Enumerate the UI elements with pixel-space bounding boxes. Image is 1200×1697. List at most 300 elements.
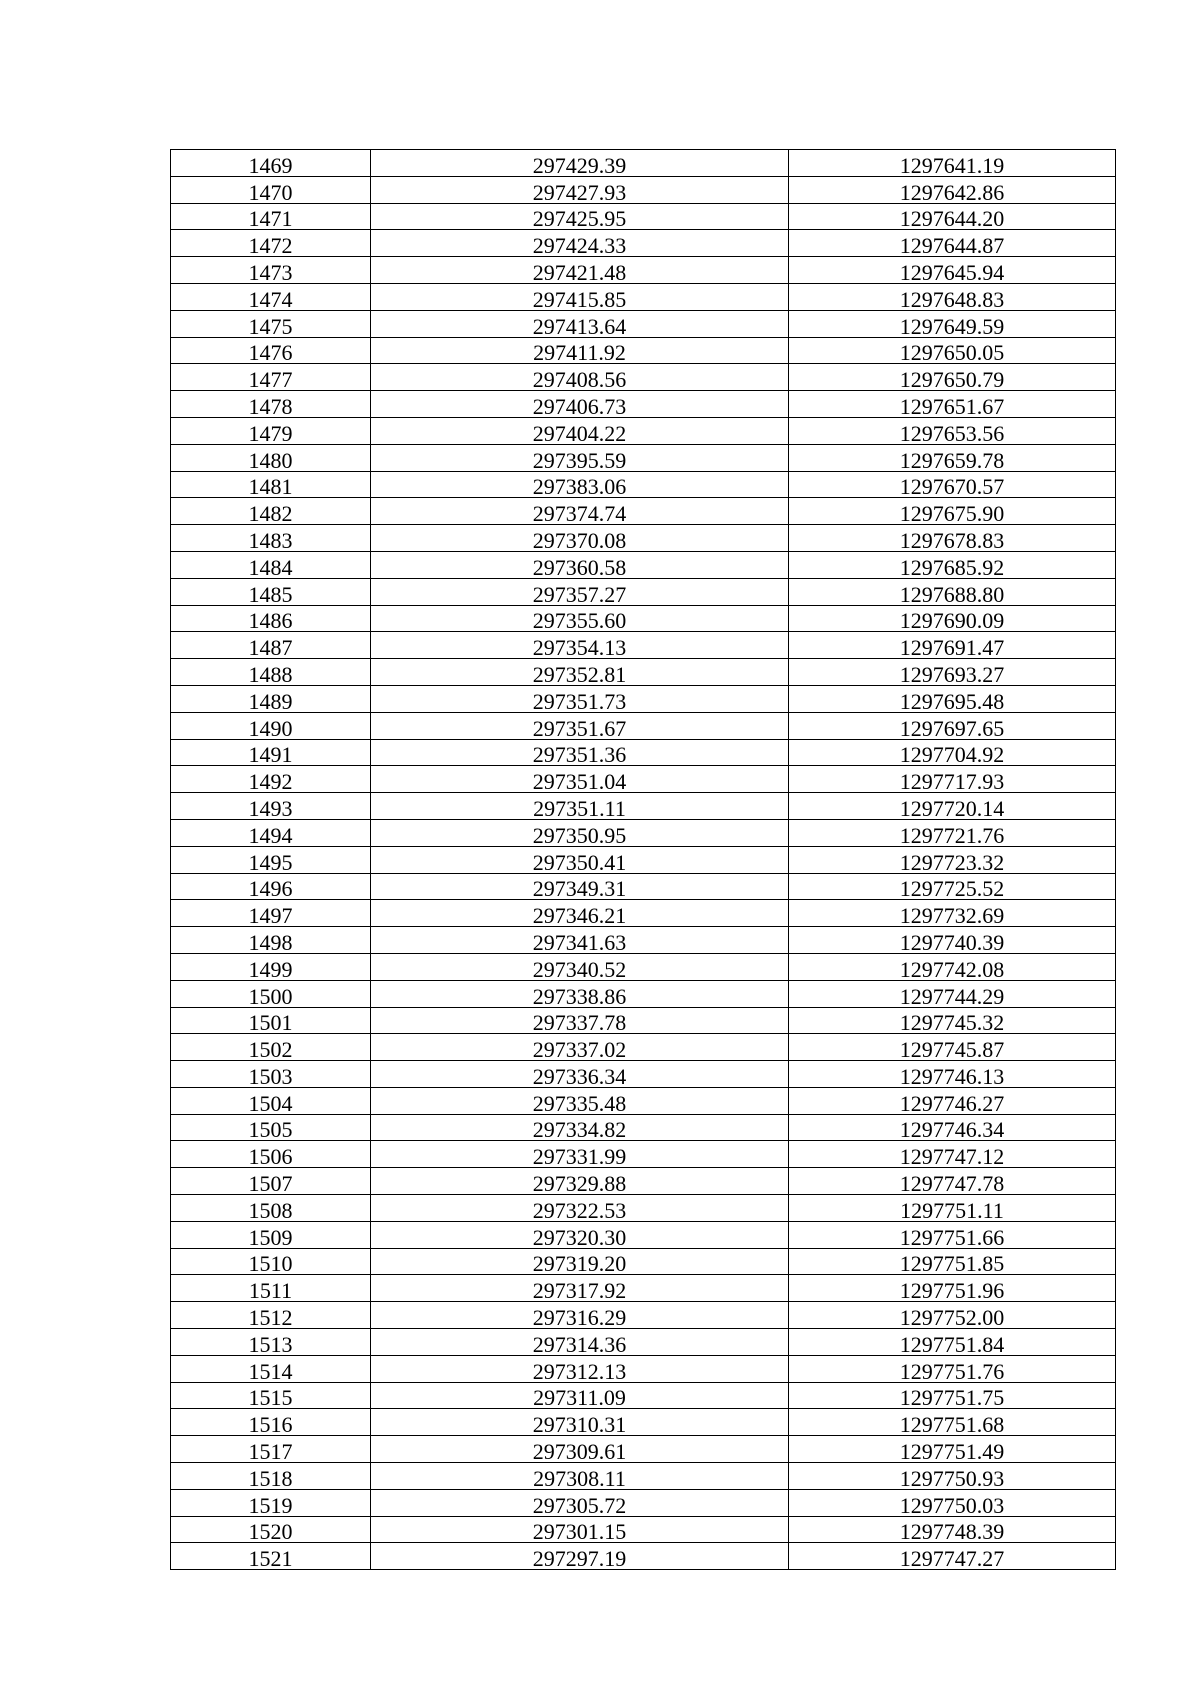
cell-text: 1478 (248, 393, 293, 418)
cell-text: 1512 (248, 1305, 293, 1329)
cell-text: 297395.59 (532, 447, 627, 472)
point-number-cell (171, 1141, 371, 1168)
cell-text: 1477 (248, 367, 293, 391)
y-coordinate-cell (789, 1168, 1116, 1195)
y-coordinate-cell (789, 712, 1116, 739)
cell-text: 1297732.69 (899, 903, 1005, 927)
point-number-cell (171, 257, 371, 284)
x-coordinate-cell (371, 1141, 789, 1168)
point-number-cell (171, 1302, 371, 1329)
cell-text: 1483 (248, 527, 293, 552)
cell-text: 1505 (248, 1117, 293, 1141)
cell-text: 297312.13 (532, 1358, 627, 1383)
x-coordinate-cell (371, 283, 789, 310)
x-coordinate-cell (371, 1516, 789, 1543)
cell-text: 1475 (248, 313, 293, 338)
cell-text: 1494 (248, 822, 293, 847)
point-number-cell (171, 873, 371, 900)
cell-text: 1490 (248, 715, 293, 740)
table-row (171, 739, 1116, 766)
table-row (171, 712, 1116, 739)
point-number-cell (171, 417, 371, 444)
x-coordinate-cell (371, 1007, 789, 1034)
cell-text: 1297651.67 (899, 393, 1005, 418)
x-coordinate-cell (371, 1087, 789, 1114)
cell-text: 297317.92 (532, 1278, 627, 1302)
cell-text: 297421.48 (532, 259, 627, 284)
table-row (171, 471, 1116, 498)
y-coordinate-cell (789, 953, 1116, 980)
x-coordinate-cell (371, 417, 789, 444)
point-number-cell (171, 685, 371, 712)
x-coordinate-cell (371, 900, 789, 927)
cell-text: 1492 (248, 769, 293, 793)
y-coordinate-cell (789, 1061, 1116, 1088)
table-row (171, 793, 1116, 820)
table-row (171, 391, 1116, 418)
x-coordinate-cell (371, 551, 789, 578)
cell-text: 297352.81 (532, 661, 627, 686)
cell-text: 297334.82 (532, 1117, 627, 1141)
cell-text: 1503 (248, 1063, 293, 1088)
cell-text: 297314.36 (532, 1331, 627, 1356)
cell-text: 1488 (248, 661, 293, 686)
cell-text: 1484 (248, 554, 293, 579)
cell-text: 1480 (248, 447, 293, 472)
cell-text: 1297691.47 (899, 635, 1005, 659)
cell-text: 1472 (248, 233, 293, 257)
y-coordinate-cell (789, 873, 1116, 900)
cell-text: 1297750.03 (899, 1492, 1005, 1517)
cell-text: 1297649.59 (899, 313, 1005, 338)
cell-text: 297337.78 (532, 1010, 627, 1034)
cell-text: 1297675.90 (899, 501, 1005, 525)
table-row (171, 1329, 1116, 1356)
point-number-cell (171, 444, 371, 471)
x-coordinate-cell (371, 1329, 789, 1356)
cell-text: 1297751.76 (899, 1358, 1005, 1383)
cell-text: 1476 (248, 340, 293, 364)
point-number-cell (171, 846, 371, 873)
y-coordinate-cell (789, 632, 1116, 659)
y-coordinate-cell (789, 1463, 1116, 1490)
cell-text: 1498 (248, 929, 293, 954)
table-row (171, 1248, 1116, 1275)
point-number-cell (171, 1114, 371, 1141)
cell-text: 1297751.68 (899, 1412, 1005, 1436)
point-number-cell (171, 391, 371, 418)
cell-text: 1297721.76 (899, 822, 1005, 847)
y-coordinate-cell (789, 203, 1116, 230)
cell-text: 1297751.85 (899, 1251, 1005, 1275)
table-row (171, 176, 1116, 203)
point-number-cell (171, 203, 371, 230)
table-row (171, 1543, 1116, 1570)
point-number-cell (171, 1382, 371, 1409)
table-row (171, 1061, 1116, 1088)
cell-text: 1469 (248, 152, 293, 177)
point-number-cell (171, 1275, 371, 1302)
x-coordinate-cell (371, 659, 789, 686)
cell-text: 1491 (248, 742, 293, 766)
x-coordinate-cell (371, 150, 789, 177)
cell-text: 1499 (248, 956, 293, 981)
y-coordinate-cell (789, 1275, 1116, 1302)
y-coordinate-cell (789, 1141, 1116, 1168)
cell-text: 1297653.56 (899, 420, 1005, 445)
y-coordinate-cell (789, 498, 1116, 525)
x-coordinate-cell (371, 1248, 789, 1275)
cell-text: 1297740.39 (899, 929, 1005, 954)
cell-text: 297337.02 (532, 1037, 627, 1061)
cell-text: 1471 (248, 206, 293, 230)
point-number-cell (171, 819, 371, 846)
table-row (171, 1275, 1116, 1302)
cell-text: 1496 (248, 876, 293, 900)
cell-text: 1518 (248, 1465, 293, 1490)
cell-text: 297351.67 (532, 715, 627, 740)
table-row (171, 900, 1116, 927)
y-coordinate-cell (789, 1516, 1116, 1543)
cell-text: 297310.31 (532, 1412, 627, 1436)
table-row (171, 953, 1116, 980)
cell-text: 297415.85 (532, 286, 627, 311)
x-coordinate-cell (371, 632, 789, 659)
x-coordinate-cell (371, 498, 789, 525)
cell-text: 1516 (248, 1412, 293, 1436)
cell-text: 1297697.65 (899, 715, 1005, 740)
cell-text: 297350.95 (532, 822, 627, 847)
x-coordinate-cell (371, 578, 789, 605)
point-number-cell (171, 337, 371, 364)
cell-text: 297357.27 (532, 581, 627, 606)
cell-text: 1297678.83 (899, 527, 1005, 552)
point-number-cell (171, 1489, 371, 1516)
y-coordinate-cell (789, 766, 1116, 793)
x-coordinate-cell (371, 793, 789, 820)
point-number-cell (171, 1061, 371, 1088)
x-coordinate-cell (371, 1463, 789, 1490)
table-row (171, 1302, 1116, 1329)
point-number-cell (171, 1436, 371, 1463)
table-row (171, 1516, 1116, 1543)
x-coordinate-cell (371, 257, 789, 284)
point-number-cell (171, 980, 371, 1007)
cell-text: 297411.92 (533, 340, 626, 364)
cell-text: 1497 (248, 903, 293, 927)
cell-text: 1510 (248, 1251, 293, 1275)
table-row (171, 1114, 1116, 1141)
y-coordinate-cell (789, 417, 1116, 444)
y-coordinate-cell (789, 1114, 1116, 1141)
y-coordinate-cell (789, 578, 1116, 605)
table-row (171, 364, 1116, 391)
x-coordinate-cell (371, 337, 789, 364)
cell-text: 1506 (248, 1144, 293, 1168)
x-coordinate-cell (371, 1195, 789, 1222)
cell-text: 297360.58 (532, 554, 627, 579)
cell-text: 297320.30 (532, 1224, 627, 1249)
point-number-cell (171, 632, 371, 659)
table-row (171, 310, 1116, 337)
cell-text: 1297750.93 (899, 1465, 1005, 1490)
y-coordinate-cell (789, 605, 1116, 632)
cell-text: 1501 (248, 1010, 293, 1034)
point-number-cell (171, 739, 371, 766)
point-number-cell (171, 1195, 371, 1222)
x-coordinate-cell (371, 1355, 789, 1382)
cell-text: 297341.63 (532, 929, 627, 954)
cell-text: 1485 (248, 581, 293, 606)
table-row (171, 283, 1116, 310)
y-coordinate-cell (789, 1007, 1116, 1034)
point-number-cell (171, 900, 371, 927)
cell-text: 297354.13 (532, 635, 627, 659)
point-number-cell (171, 176, 371, 203)
table-row (171, 605, 1116, 632)
x-coordinate-cell (371, 391, 789, 418)
cell-text: 1297751.75 (899, 1385, 1005, 1409)
table-row (171, 1436, 1116, 1463)
table-row (171, 525, 1116, 552)
point-number-cell (171, 1248, 371, 1275)
point-number-cell (171, 1516, 371, 1543)
table-row (171, 1034, 1116, 1061)
x-coordinate-cell (371, 766, 789, 793)
point-number-cell (171, 1007, 371, 1034)
cell-text: 1297644.87 (899, 233, 1005, 257)
y-coordinate-cell (789, 659, 1116, 686)
cell-text: 1297751.96 (899, 1278, 1005, 1302)
cell-text: 1297648.83 (899, 286, 1005, 311)
y-coordinate-cell (789, 444, 1116, 471)
y-coordinate-cell (789, 900, 1116, 927)
x-coordinate-cell (371, 846, 789, 873)
y-coordinate-cell (789, 1195, 1116, 1222)
cell-text: 1297659.78 (899, 447, 1005, 472)
table-row (171, 1007, 1116, 1034)
cell-text: 1297747.78 (899, 1171, 1005, 1195)
table-row (171, 1382, 1116, 1409)
cell-text: 297355.60 (532, 608, 627, 632)
cell-text: 1297720.14 (899, 795, 1005, 820)
cell-text: 297404.22 (532, 420, 627, 445)
point-number-cell (171, 1355, 371, 1382)
cell-text: 1297751.66 (899, 1224, 1005, 1249)
cell-text: 297308.11 (533, 1465, 626, 1490)
y-coordinate-cell (789, 525, 1116, 552)
cell-text: 297429.39 (532, 152, 627, 177)
cell-text: 1515 (248, 1385, 293, 1409)
table-row (171, 632, 1116, 659)
cell-text: 1520 (248, 1519, 293, 1543)
table-row (171, 230, 1116, 257)
cell-text: 1297746.34 (899, 1117, 1005, 1141)
x-coordinate-cell (371, 712, 789, 739)
table-row (171, 551, 1116, 578)
cell-text: 1297751.49 (899, 1439, 1005, 1463)
table-row (171, 873, 1116, 900)
table-row (171, 1463, 1116, 1490)
cell-text: 1297717.93 (899, 769, 1005, 793)
cell-text: 1517 (248, 1439, 293, 1463)
x-coordinate-cell (371, 471, 789, 498)
y-coordinate-cell (789, 471, 1116, 498)
cell-text: 1297641.19 (899, 152, 1005, 177)
y-coordinate-cell (789, 819, 1116, 846)
point-number-cell (171, 1034, 371, 1061)
x-coordinate-cell (371, 1168, 789, 1195)
cell-text: 1504 (248, 1090, 293, 1115)
point-number-cell (171, 551, 371, 578)
cell-text: 1297695.48 (899, 688, 1005, 713)
table-row (171, 150, 1116, 177)
point-number-cell (171, 793, 371, 820)
x-coordinate-cell (371, 605, 789, 632)
table-row (171, 1141, 1116, 1168)
cell-text: 1297745.87 (899, 1037, 1005, 1061)
cell-text: 297297.19 (532, 1546, 627, 1570)
y-coordinate-cell (789, 1543, 1116, 1570)
coordinate-table-body (171, 150, 1116, 1570)
cell-text: 1473 (248, 259, 293, 284)
table-row (171, 685, 1116, 712)
point-number-cell (171, 1168, 371, 1195)
point-number-cell (171, 1463, 371, 1490)
cell-text: 1486 (248, 608, 293, 632)
cell-text: 297311.09 (533, 1385, 626, 1409)
cell-text: 1297685.92 (899, 554, 1005, 579)
y-coordinate-cell (789, 1248, 1116, 1275)
cell-text: 1474 (248, 286, 293, 311)
cell-text: 1493 (248, 795, 293, 820)
cell-text: 1297744.29 (899, 983, 1005, 1007)
y-coordinate-cell (789, 176, 1116, 203)
x-coordinate-cell (371, 1221, 789, 1248)
cell-text: 297427.93 (532, 179, 627, 204)
cell-text: 297340.52 (532, 956, 627, 981)
cell-text: 1297704.92 (899, 742, 1005, 766)
y-coordinate-cell (789, 230, 1116, 257)
point-number-cell (171, 927, 371, 954)
point-number-cell (171, 1329, 371, 1356)
cell-text: 1513 (248, 1331, 293, 1356)
table-row (171, 444, 1116, 471)
y-coordinate-cell (789, 1302, 1116, 1329)
table-row (171, 498, 1116, 525)
x-coordinate-cell (371, 1489, 789, 1516)
cell-text: 297329.88 (532, 1171, 627, 1195)
x-coordinate-cell (371, 1034, 789, 1061)
cell-text: 1297746.13 (899, 1063, 1005, 1088)
x-coordinate-cell (371, 1382, 789, 1409)
point-number-cell (171, 525, 371, 552)
y-coordinate-cell (789, 1409, 1116, 1436)
y-coordinate-cell (789, 337, 1116, 364)
cell-text: 297301.15 (532, 1519, 627, 1543)
x-coordinate-cell (371, 444, 789, 471)
y-coordinate-cell (789, 1221, 1116, 1248)
point-number-cell (171, 230, 371, 257)
cell-text: 297370.08 (532, 527, 627, 552)
cell-text: 297338.86 (532, 983, 627, 1007)
table-row (171, 578, 1116, 605)
cell-text: 297309.61 (532, 1439, 627, 1463)
point-number-cell (171, 498, 371, 525)
table-row (171, 766, 1116, 793)
point-number-cell (171, 1221, 371, 1248)
cell-text: 1507 (248, 1171, 293, 1195)
x-coordinate-cell (371, 1114, 789, 1141)
cell-text: 297374.74 (532, 501, 627, 525)
x-coordinate-cell (371, 873, 789, 900)
point-number-cell (171, 150, 371, 177)
cell-text: 297346.21 (532, 903, 627, 927)
y-coordinate-cell (789, 685, 1116, 712)
x-coordinate-cell (371, 739, 789, 766)
table-row (171, 846, 1116, 873)
y-coordinate-cell (789, 150, 1116, 177)
x-coordinate-cell (371, 1436, 789, 1463)
cell-text: 1511 (248, 1278, 293, 1302)
cell-text: 1297748.39 (899, 1519, 1005, 1543)
x-coordinate-cell (371, 1543, 789, 1570)
table-row (171, 257, 1116, 284)
cell-text: 1297693.27 (899, 661, 1005, 686)
point-number-cell (171, 1543, 371, 1570)
cell-text: 1487 (248, 635, 293, 659)
cell-text: 1489 (248, 688, 293, 713)
cell-text: 297424.33 (532, 233, 627, 257)
x-coordinate-cell (371, 685, 789, 712)
cell-text: 1297725.52 (899, 876, 1005, 900)
point-number-cell (171, 1409, 371, 1436)
y-coordinate-cell (789, 1087, 1116, 1114)
cell-text: 1297723.32 (899, 849, 1005, 874)
cell-text: 1297746.27 (899, 1090, 1005, 1115)
table-row (171, 980, 1116, 1007)
x-coordinate-cell (371, 1275, 789, 1302)
cell-text: 1519 (248, 1492, 293, 1517)
x-coordinate-cell (371, 525, 789, 552)
cell-text: 1500 (248, 983, 293, 1007)
cell-text: 297406.73 (532, 393, 627, 418)
point-number-cell (171, 578, 371, 605)
x-coordinate-cell (371, 176, 789, 203)
point-number-cell (171, 364, 371, 391)
y-coordinate-cell (789, 364, 1116, 391)
cell-text: 1297747.27 (899, 1546, 1005, 1570)
cell-text: 1482 (248, 501, 293, 525)
cell-text: 297305.72 (532, 1492, 627, 1517)
point-number-cell (171, 659, 371, 686)
cell-text: 1297742.08 (899, 956, 1005, 981)
x-coordinate-cell (371, 364, 789, 391)
cell-text: 297408.56 (532, 367, 627, 391)
cell-text: 1502 (248, 1037, 293, 1061)
cell-text: 1297752.00 (899, 1305, 1005, 1329)
y-coordinate-cell (789, 1382, 1116, 1409)
y-coordinate-cell (789, 1034, 1116, 1061)
point-number-cell (171, 283, 371, 310)
cell-text: 1509 (248, 1224, 293, 1249)
cell-text: 1297670.57 (899, 474, 1005, 498)
table-row (171, 417, 1116, 444)
cell-text: 297319.20 (532, 1251, 627, 1275)
point-number-cell (171, 310, 371, 337)
cell-text: 1521 (248, 1546, 293, 1570)
table-row (171, 1355, 1116, 1382)
